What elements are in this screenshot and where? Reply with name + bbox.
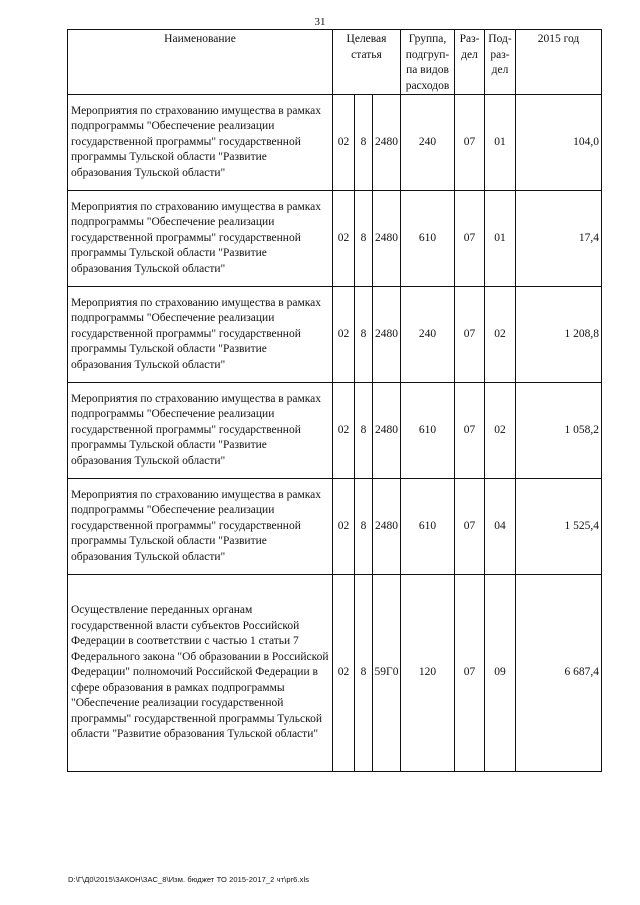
row-subsection: 01	[485, 191, 516, 287]
row-subsection: 04	[485, 479, 516, 575]
header-year: 2015 год	[516, 30, 602, 95]
row-direction-code: 59Г0	[373, 575, 401, 772]
header-section: Раз-дел	[455, 30, 485, 95]
row-expense-group: 120	[401, 575, 455, 772]
row-subsection: 02	[485, 287, 516, 383]
table-header-row	[68, 30, 602, 95]
row-subsection: 01	[485, 95, 516, 191]
row-subsection: 02	[485, 383, 516, 479]
row-expense-group: 240	[401, 287, 455, 383]
header-name: Наименование	[68, 30, 333, 95]
row-program-code: 02	[333, 479, 355, 575]
row-expense-group: 240	[401, 95, 455, 191]
row-expense-group: 610	[401, 479, 455, 575]
row-direction-code: 2480	[373, 287, 401, 383]
row-section: 07	[455, 575, 485, 772]
row-program-code: 02	[333, 287, 355, 383]
row-subprogram-code: 8	[355, 191, 373, 287]
header-target-article: Целевая статья	[333, 30, 401, 95]
row-section: 07	[455, 287, 485, 383]
table-row	[68, 479, 602, 575]
row-amount: 1 208,8	[516, 287, 602, 383]
row-direction-code: 2480	[373, 191, 401, 287]
table-row	[68, 575, 602, 772]
budget-table	[67, 29, 602, 772]
row-section: 07	[455, 479, 485, 575]
row-amount: 1 058,2	[516, 383, 602, 479]
row-program-code: 02	[333, 191, 355, 287]
row-expense-group: 610	[401, 383, 455, 479]
row-subprogram-code: 8	[355, 383, 373, 479]
row-direction-code: 2480	[373, 479, 401, 575]
row-section: 07	[455, 95, 485, 191]
row-section: 07	[455, 383, 485, 479]
row-subprogram-code: 8	[355, 287, 373, 383]
row-section: 07	[455, 191, 485, 287]
row-amount: 6 687,4	[516, 575, 602, 772]
row-name: Мероприятия по страхованию имущества в рамках подпрограммы "Обеспечение реализации государственной программы" государственной программы Тульской области "Развитие образования Тульской области"	[68, 95, 333, 191]
row-program-code: 02	[333, 95, 355, 191]
header-expense-group: Группа, подгруп-па видов расходов	[401, 30, 455, 95]
row-direction-code: 2480	[373, 95, 401, 191]
row-subprogram-code: 8	[355, 575, 373, 772]
table-row	[68, 383, 602, 479]
row-program-code: 02	[333, 575, 355, 772]
row-amount: 17,4	[516, 191, 602, 287]
file-path-footer: D:\Г\Д0\2015\ЗАКОН\ЗАС_8\Изм. бюджет ТО 2015-2017_2 чт\pr6.xls	[68, 875, 310, 884]
row-name: Мероприятия по страхованию имущества в рамках подпрограммы "Обеспечение реализации государственной программы" государственной программы Тульской области "Развитие образования Тульской области"	[68, 383, 333, 479]
row-name: Мероприятия по страхованию имущества в рамках подпрограммы "Обеспечение реализации государственной программы" государственной программы Тульской области "Развитие образования Тульской области"	[68, 287, 333, 383]
row-name: Мероприятия по страхованию имущества в рамках подпрограммы "Обеспечение реализации государственной программы" государственной программы Тульской области "Развитие образования Тульской области"	[68, 479, 333, 575]
row-direction-code: 2480	[373, 383, 401, 479]
row-subprogram-code: 8	[355, 95, 373, 191]
row-name: Осуществление переданных органам государственной власти субъектов Российской Федерации в соответствии с частью 1 статьи 7 Федерального закона "Об образовании в Российской Федерации" полномочий Российской Федерации в сфере образования в рамках подпрограммы "Обеспечение реализации государственной программы" государственной программы Тульской области "Развитие образования Тульской области"	[68, 575, 333, 772]
row-name: Мероприятия по страхованию имущества в рамках подпрограммы "Обеспечение реализации государственной программы" государственной программы Тульской области "Развитие образования Тульской области"	[68, 191, 333, 287]
page-number: 31	[314, 16, 326, 28]
row-amount: 104,0	[516, 95, 602, 191]
table-row	[68, 287, 602, 383]
header-subsection: Под-раз-дел	[485, 30, 516, 95]
row-subprogram-code: 8	[355, 479, 373, 575]
row-subsection: 09	[485, 575, 516, 772]
table-row	[68, 95, 602, 191]
row-program-code: 02	[333, 383, 355, 479]
row-amount: 1 525,4	[516, 479, 602, 575]
row-expense-group: 610	[401, 191, 455, 287]
table-row	[68, 191, 602, 287]
